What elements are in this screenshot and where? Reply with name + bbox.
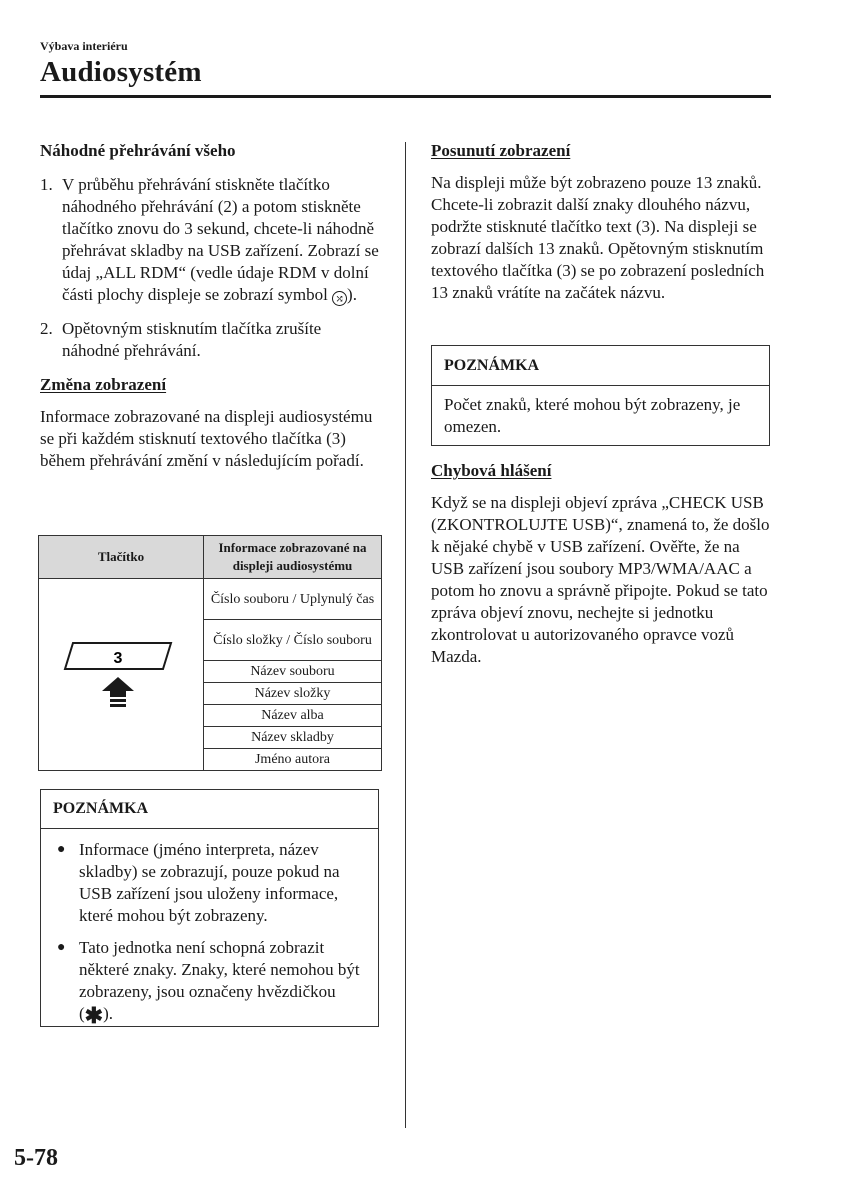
left-column: [40, 140, 380, 472]
page-number: 5-78: [14, 1145, 58, 1171]
shuffle-icon: ⤮: [332, 291, 347, 306]
table-header-info: Informace zobrazované na displeji audiosystému: [204, 536, 382, 579]
table-header-button: Tlačítko: [39, 536, 204, 579]
step-text-end: ).: [347, 285, 357, 304]
table-row: Název skladby: [204, 727, 382, 749]
table-row: Název souboru: [204, 661, 382, 683]
note-title: POZNÁMKA: [41, 790, 378, 829]
display-text: Informace zobrazované na displeji audiosystému se při každém stisknutí textového tlačítka (3) během přehrávání změní v následujícím pořadí.: [40, 407, 373, 470]
table-row: Jméno autora: [204, 749, 382, 771]
page-title: Audiosystém: [40, 56, 202, 88]
bullet-dot: ●: [57, 842, 66, 857]
button-illustration-cell: [39, 579, 204, 771]
note-bullet: [53, 839, 366, 927]
scroll-text: Na displeji může být zobrazeno pouze 13 znaků. Chcete-li zobrazit další znaky dlouhého názvu, podržte stisknuté tlačítko text (3). Na displeji se zobrazí dalších 13 znaků. Opětovným stisknutím textového tlačítka (3) se po zobrazení posledních 13 znaků vrátíte na začátek názvu.: [431, 173, 765, 302]
step-text: [62, 174, 380, 306]
bullet-text-main: Tato jednotka není schopná zobrazit některé znaky. Znaky, které nemohou být zobrazeny, jsou označeny hvězdičkou (: [79, 938, 360, 1023]
table-row: Název alba: [204, 705, 382, 727]
table-row: Číslo složky / Číslo souboru: [204, 620, 382, 661]
right-column-lower: [431, 460, 771, 668]
section-label: Výbava interiéru: [40, 39, 128, 53]
column-divider: [405, 142, 406, 1128]
step-item: [40, 318, 380, 362]
shuffle-steps: [40, 174, 380, 362]
note-title: POZNÁMKA: [432, 346, 769, 386]
note-box-right: [431, 345, 770, 446]
display-order-table: [38, 535, 382, 771]
bullet-text: Informace (jméno interpreta, název skladby) se zobrazují, pouze pokud na USB zařízení jsou uloženy informace, které mohou být zobrazeny.: [79, 840, 340, 925]
bullet-dot: ●: [57, 940, 66, 955]
step-text: Opětovným stisknutím tlačítka zrušíte náhodné přehrávání.: [62, 319, 322, 360]
step-number: 2.: [40, 319, 53, 338]
scroll-heading: Posunutí zobrazení: [431, 141, 571, 160]
error-heading: Chybová hlášení: [431, 461, 552, 480]
note-body: Počet znaků, které mohou být zobrazeny, je omezen.: [444, 395, 741, 436]
table-row: Číslo souboru / Uplynulý čas: [204, 579, 382, 620]
table-row: Název složky: [204, 683, 382, 705]
error-text: Když se na displeji objeví zpráva „CHECK USB (ZKONTROLUJTE USB)“, znamená to, že došlo k nějaké chybě v USB zařízení. Ověřte, že na USB zařízení jsou soubory MP3/WMA/AAC a potom ho znovu a správně připojte. Pokud se tato zpráva objeví znovu, nechejte si jednotku zkontrolovat u autorizovaného opravce vozů Mazda.: [431, 493, 770, 666]
right-column: [431, 140, 771, 304]
step-text-main: V průběhu přehrávání stiskněte tlačítko náhodného přehrávání (2) a potom stiskněte tlačítko znovu do 3 sekund, chcete-li náhodně přehrávat skladby na USB zařízení. Zobrazí se údaj „ALL RDM“ (vedle údaje RDM v dolní části plochy displeje se zobrazí symbol: [62, 175, 379, 304]
note-body: [41, 829, 378, 1047]
bullet-text-end: ).: [103, 1004, 114, 1023]
step-number: 1.: [40, 175, 53, 194]
shuffle-heading: Náhodné přehrávání všeho: [40, 141, 236, 160]
bullet-text: [79, 937, 366, 1027]
note-box: [40, 789, 379, 1027]
title-rule: [40, 95, 771, 98]
asterisk-icon: ✱: [84, 1003, 104, 1028]
note-bullet: [53, 937, 366, 1027]
step-item: [40, 174, 380, 306]
display-heading: Změna zobrazení: [40, 375, 167, 394]
button-label: 3: [113, 649, 123, 667]
text-button-icon: [61, 635, 181, 715]
